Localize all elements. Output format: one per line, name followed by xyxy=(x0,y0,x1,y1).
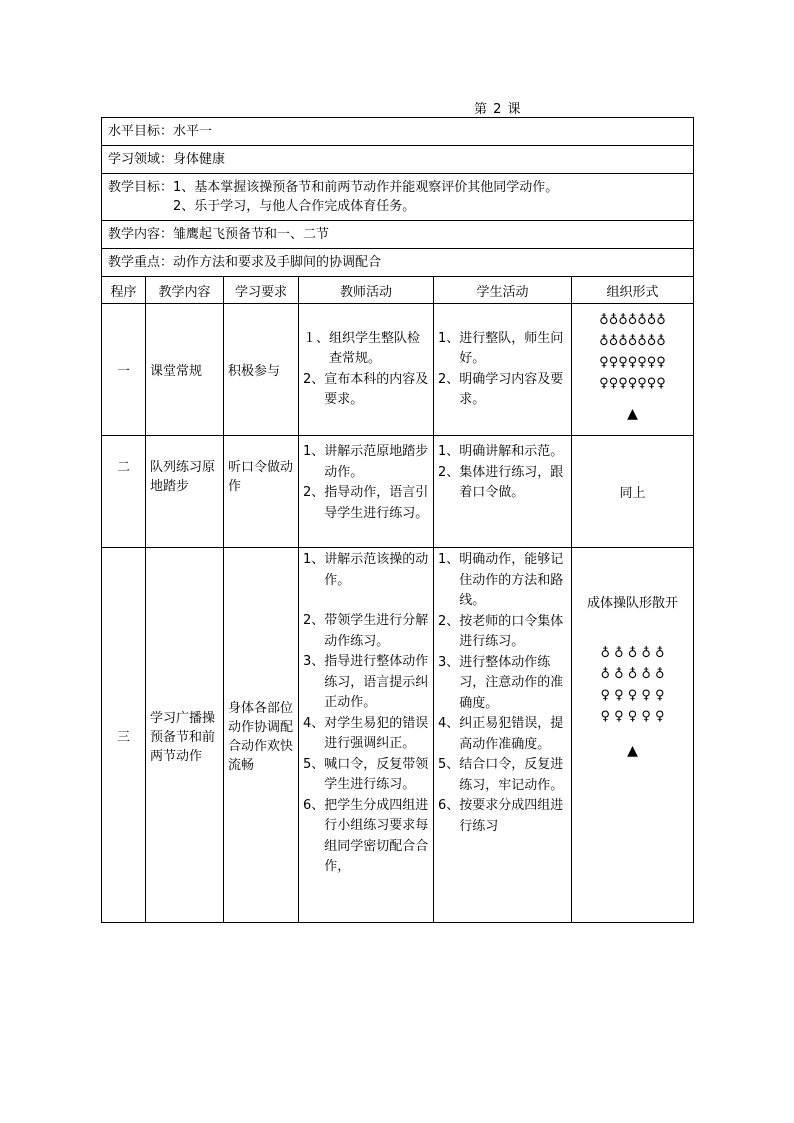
row-step: 二 xyxy=(102,436,146,548)
list-item: 1、 进行整队，师生问好。 xyxy=(438,330,564,366)
list-item: 3、 进行整体动作练习，注意动作的准确度。 xyxy=(438,654,564,711)
level-target: 水平目标：水平一 xyxy=(102,118,694,146)
list-item: 4、 纠正易犯错误，提高动作准确度。 xyxy=(438,716,564,752)
formation-diagram xyxy=(576,310,689,425)
teaching-goals xyxy=(102,174,694,221)
list-item: 1、 讲解示范该操的动作。 xyxy=(303,552,429,588)
teacher-marker-icon: ▲ xyxy=(627,406,638,422)
table-row xyxy=(102,304,694,436)
learning-domain: 学习领域：身体健康 xyxy=(102,146,694,174)
formation-row-boys: ♁♁♁♁♁♁♁ xyxy=(599,334,666,349)
teaching-goals-label: 教学目标： xyxy=(108,180,174,195)
formation-row-boys: ♁ ♁ ♁ ♁ ♁ xyxy=(600,646,665,661)
formation-row-boys: ♁♁♁♁♁♁♁ xyxy=(599,313,666,328)
list-item: 3、 指导进行整体动作练习，语言提示纠正动作。 xyxy=(303,654,429,710)
table-header-row xyxy=(102,277,694,304)
list-item: 2、 明确学习内容及要求。 xyxy=(438,371,564,407)
row-content: 学习广播操预备节和前两节动作 xyxy=(146,548,224,923)
formation-row-girls: ♀ ♀ ♀ ♀ ♀ xyxy=(600,688,665,703)
list-item: 5、 结合口令，反复进练习，牢记动作。 xyxy=(438,757,564,793)
row-teacher-activity xyxy=(299,436,434,548)
row-student-activity xyxy=(434,304,572,436)
row-student-activity xyxy=(434,548,572,923)
formation-row-boys: ♁ ♁ ♁ ♁ ♁ xyxy=(600,667,665,682)
lesson-title: 第 2 课 xyxy=(474,102,522,117)
table-row xyxy=(102,436,694,548)
list-item: 6、 把学生分成四组进行小组练习要求每组同学密切配合合作， xyxy=(303,797,429,874)
row-formation: 同上 xyxy=(572,436,694,548)
list-item: 1、 明确讲解和示范。 xyxy=(438,444,564,459)
list-item: 5、 喊口令，反复带领学生进行练习。 xyxy=(303,756,429,792)
table-row xyxy=(102,548,694,923)
teaching-goal-item: 2、乐于学习，与他人合作完成体育任务。 xyxy=(173,199,416,214)
row-formation xyxy=(572,548,694,923)
list-item: 2、 按老师的口令集体进行练习。 xyxy=(438,613,564,649)
row-teacher-activity xyxy=(299,304,434,436)
list-item: 6、 按要求分成四组进行练习 xyxy=(438,798,564,834)
teaching-content: 教学内容：雏鹰起飞预备节和一、二节 xyxy=(102,221,694,249)
row-requirement: 听口令做动作 xyxy=(224,436,299,548)
header-content: 教学内容 xyxy=(146,277,224,304)
row-student-activity xyxy=(434,436,572,548)
formation-row-girls: ♀ ♀ ♀ ♀ ♀ xyxy=(600,709,665,724)
teaching-goal-item: 1、基本掌握该操预备节和前两节动作并能观察评价其他同学动作。 xyxy=(173,180,559,195)
list-item: 4、 对学生易犯的错误进行强调纠正。 xyxy=(303,715,429,751)
header-student: 学生活动 xyxy=(434,277,572,304)
list-item: 1、 明确动作，能够记住动作的方法和路线。 xyxy=(438,552,564,608)
header-requirement: 学习要求 xyxy=(224,277,299,304)
row-content: 课堂常规 xyxy=(146,304,224,436)
row-requirement: 身体各部位动作协调配合动作欢快流畅 xyxy=(224,548,299,923)
row-formation xyxy=(572,304,694,436)
formation-diagram xyxy=(576,643,689,762)
list-item: 2、 带领学生进行分解动作练习。 xyxy=(303,613,429,649)
formation-row-girls: ♀♀♀♀♀♀♀ xyxy=(599,355,666,370)
header-teacher: 教师活动 xyxy=(299,277,434,304)
list-item: １、 组织学生整队检查常规。 xyxy=(303,330,421,366)
row-step: 一 xyxy=(102,304,146,436)
row-content: 队列练习原地踏步 xyxy=(146,436,224,548)
formation-caption: 成体操队形散开 xyxy=(587,596,679,611)
header-formation: 组织形式 xyxy=(572,277,694,304)
lesson-plan-table xyxy=(101,117,694,923)
list-item: 1、 讲解示范原地踏步动作。 xyxy=(303,444,429,480)
list-spacer xyxy=(303,591,429,611)
list-item: 2、 集体进行练习，跟着口令做。 xyxy=(438,464,564,500)
header-step: 程序 xyxy=(102,277,146,304)
formation-row-girls: ♀♀♀♀♀♀♀ xyxy=(599,376,666,391)
row-teacher-activity xyxy=(299,548,434,923)
row-step: 三 xyxy=(102,548,146,923)
teacher-marker-icon: ▲ xyxy=(627,743,638,759)
teaching-focus: 教学重点：动作方法和要求及手脚间的协调配合 xyxy=(102,249,694,277)
row-requirement: 积极参与 xyxy=(224,304,299,436)
list-item: 2、 指导动作，语言引导学生进行练习。 xyxy=(303,485,429,521)
list-item: 2、 宣布本科的内容及要求。 xyxy=(303,371,429,407)
